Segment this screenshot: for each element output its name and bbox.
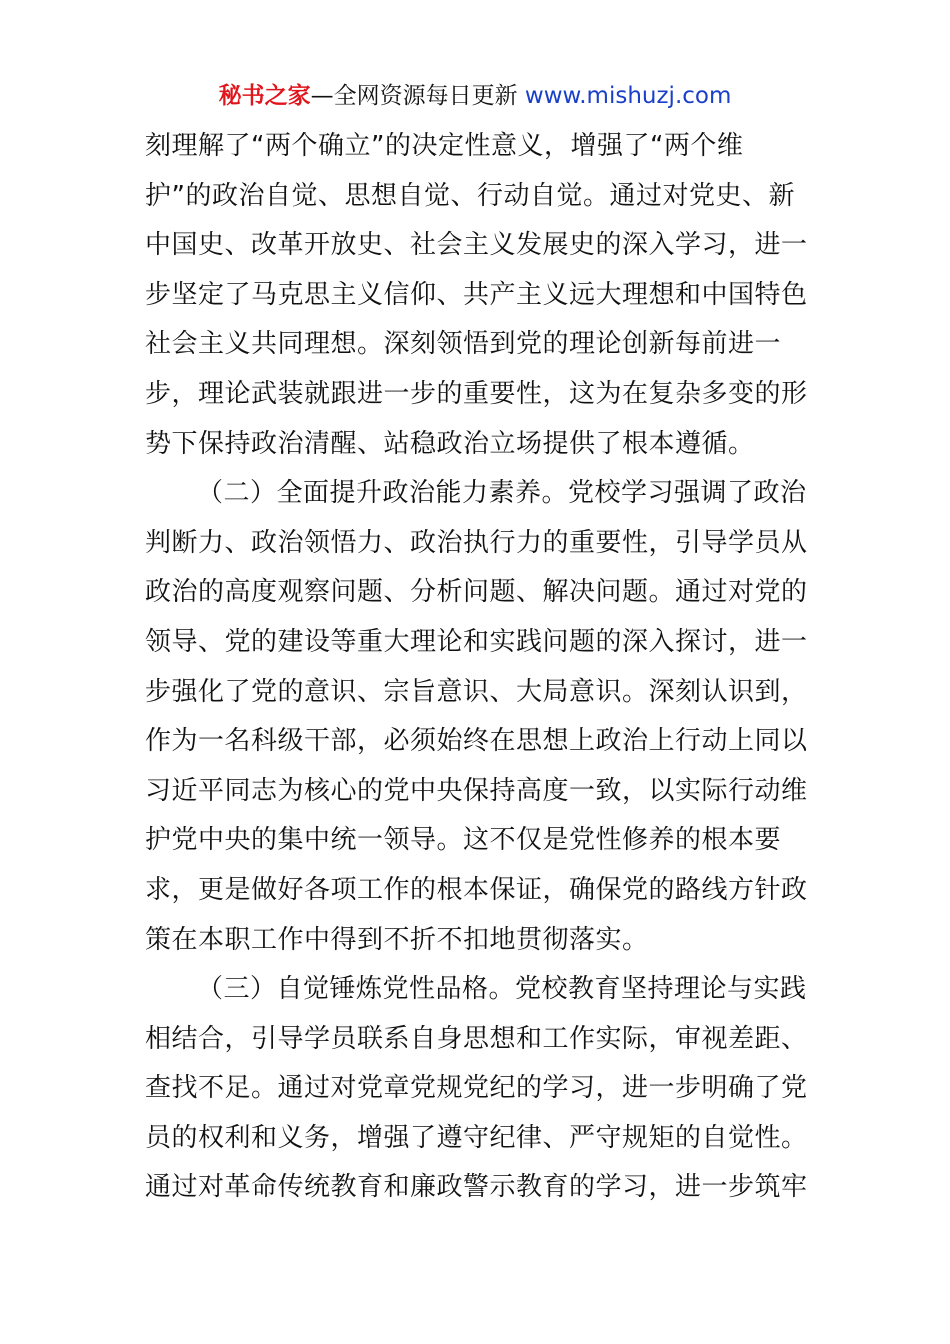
text-line: 势下保持政治清醒、站稳政治立场提供了根本遵循。 [145, 428, 755, 459]
paragraph-heading-line: （二）全面提升政治能力素养。党校学习强调了政治 [197, 478, 807, 509]
text-line: 员的权利和义务，增强了遵守纪律、严守规矩的自觉性。 [145, 1122, 808, 1153]
paragraph-heading-line: （三）自觉锤炼党性品格。党校教育坚持理论与实践 [197, 974, 807, 1005]
text-line: 相结合，引导学员联系自身思想和工作实际，审视差距、 [145, 1023, 808, 1054]
document-body [145, 122, 810, 1213]
text-line: 作为一名科级干部，必须始终在思想上政治上行动上同以 [145, 726, 808, 757]
text-line: 判断力、政治领悟力、政治执行力的重要性，引导学员从 [145, 527, 808, 558]
text-line: 刻理解了“两个确立”的决定性意义，增强了“两个维 [145, 131, 744, 161]
text-line: 政治的高度观察问题、分析问题、解决问题。通过对党的 [145, 577, 808, 608]
text-line: 中国史、改革开放史、社会主义发展史的深入学习，进一 [145, 230, 808, 261]
site-url-link[interactable]: www.mishuzj.com [524, 83, 732, 109]
text-line: 护”的政治自觉、思想自觉、行动自觉。通过对党史、新 [145, 180, 795, 211]
text-line: 通过对革命传统教育和廉政警示教育的学习，进一步筑牢 [145, 1172, 808, 1203]
text-line: 步，理论武装就跟进一步的重要性，这为在复杂多变的形 [145, 378, 808, 409]
site-tagline: —全网资源每日更新 [310, 83, 525, 109]
site-brand: 秘书之家 [218, 83, 311, 109]
site-header [0, 80, 950, 112]
text-line: 步强化了党的意识、宗旨意识、大局意识。深刻认识到， [145, 676, 808, 707]
text-line: 查找不足。通过对党章党规党纪的学习，进一步明确了党 [145, 1073, 808, 1104]
text-line: 社会主义共同理想。深刻领悟到党的理论创新每前进一 [145, 329, 782, 360]
text-line: 策在本职工作中得到不折不扣地贯彻落实。 [145, 924, 649, 955]
text-line: 求，更是做好各项工作的根本保证，确保党的路线方针政 [145, 874, 808, 905]
text-line: 领导、党的建设等重大理论和实践问题的深入探讨，进一 [145, 626, 808, 657]
text-line: 步坚定了马克思主义信仰、共产主义远大理想和中国特色 [145, 279, 808, 310]
text-line: 护党中央的集中统一领导。这不仅是党性修养的根本要 [145, 825, 782, 856]
text-line: 习近平同志为核心的党中央保持高度一致，以实际行动维 [145, 775, 808, 806]
